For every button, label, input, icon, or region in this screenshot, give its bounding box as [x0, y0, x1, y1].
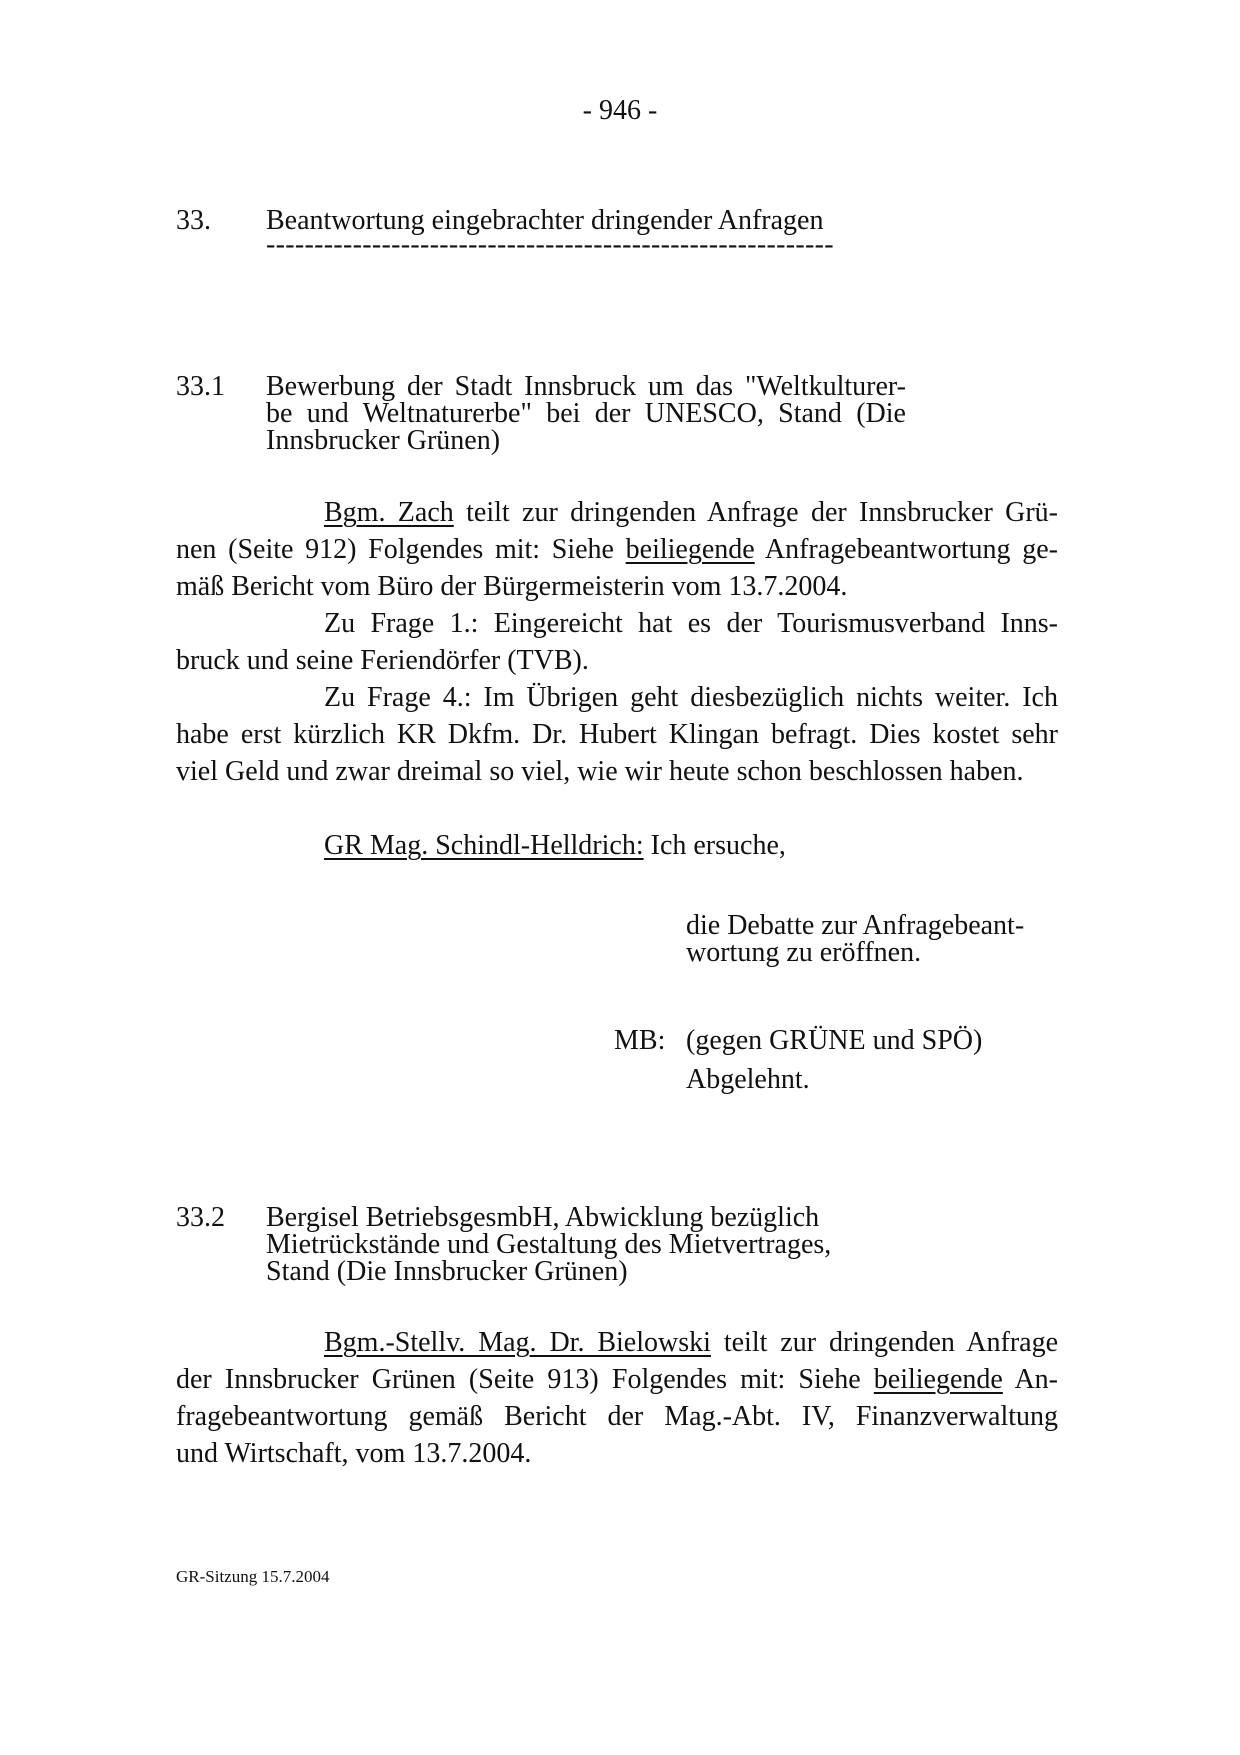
item1-number: 33.1 — [176, 371, 225, 402]
paragraph-line: und Wirtschaft, vom 13.7.2004. — [176, 1438, 532, 1469]
item2-heading — [266, 1204, 831, 1285]
item1-heading-line: Innsbrucker Grünen) — [266, 425, 501, 456]
text-run: der Innsbrucker Grünen (Seite 913) Folgendes mit: Siehe — [176, 1364, 874, 1395]
vote-result: Abgelehnt. — [686, 1064, 810, 1095]
page-number: - 946 - — [582, 95, 658, 126]
paragraph-line: habe erst kürzlich KR Dkfm. Dr. Hubert Klingan befragt. Dies kostet sehr — [176, 719, 1058, 750]
vote-detail: (gegen GRÜNE und SPÖ) — [686, 1025, 983, 1056]
item1-heading-line: be und Weltnaturerbe" bei der UNESCO, Stand (Die — [266, 398, 906, 429]
motion-request-line: die Debatte zur Anfragebeant- — [686, 910, 1025, 941]
item1-heading — [266, 373, 906, 454]
paragraph-line — [176, 531, 1058, 568]
paragraph-line — [176, 605, 1058, 642]
speaker-name: Bgm.-Stellv. Mag. Dr. Bielowski — [324, 1327, 711, 1358]
text-run: teilt zur dringenden Anfrage — [710, 1327, 1059, 1358]
text-run: nen (Seite 912) Folgendes mit: Siehe — [176, 534, 626, 565]
enclosure-term: beiliegende — [873, 1364, 1003, 1395]
vote-label: MB: — [614, 1025, 666, 1056]
speaker-name: GR Mag. Schindl-Helldrich: — [324, 830, 644, 861]
text-run: Zu Frage 4.: Im Übrigen geht diesbezüglich nichts weiter. Ich — [324, 682, 1058, 713]
paragraph-line — [176, 1361, 1058, 1398]
item1-answer — [176, 494, 1058, 790]
text-run: teilt zur dringenden Anfrage der Innsbrucker Grü- — [453, 497, 1058, 528]
motion-request-line: wortung zu eröffnen. — [686, 937, 922, 968]
paragraph-line: bruck und seine Feriendörfer (TVB). — [176, 645, 589, 676]
text-run: Anfragebeantwortung ge- — [754, 534, 1058, 565]
text-run: Ich ersuche, — [643, 830, 786, 861]
section-rule: ----------------------------------------------------------- — [266, 229, 834, 260]
paragraph-line — [176, 494, 1058, 531]
section-number: 33. — [176, 205, 211, 236]
item1-heading-line: Bewerbung der Stadt Innsbruck um das "Weltkulturer- — [266, 371, 906, 402]
paragraph-line: mäß Bericht vom Büro der Bürgermeisterin vom 13.7.2004. — [176, 571, 848, 602]
item2-heading-line: Bergisel BetriebsgesmbH, Abwicklung bezüglich — [266, 1202, 820, 1233]
item2-answer — [176, 1324, 1058, 1472]
paragraph-line — [176, 679, 1058, 716]
item2-heading-line: Mietrückstände und Gestaltung des Mietvertrages, — [266, 1229, 832, 1260]
text-run: An- — [1002, 1364, 1059, 1395]
page-footer: GR-Sitzung 15.7.2004 — [176, 1567, 330, 1586]
speaker-name: Bgm. Zach — [324, 497, 454, 528]
item2-heading-line: Stand (Die Innsbrucker Grünen) — [266, 1256, 628, 1287]
paragraph-line: viel Geld und zwar dreimal so viel, wie wir heute schon beschlossen haben. — [176, 756, 1024, 787]
paragraph-line — [176, 1324, 1058, 1361]
item2-number: 33.2 — [176, 1202, 225, 1233]
motion-request — [686, 912, 1024, 966]
paragraph-line: fragebeantwortung gemäß Bericht der Mag.-Abt. IV, Finanzverwaltung — [176, 1401, 1058, 1432]
enclosure-term: beiliegende — [625, 534, 755, 565]
section-title: Beantwortung eingebrachter dringender Anfragen — [266, 205, 824, 236]
text-run: Zu Frage 1.: Eingereicht hat es der Tourismusverband Inns- — [324, 608, 1058, 639]
motion-line — [324, 827, 786, 864]
vote-line — [614, 1022, 982, 1059]
